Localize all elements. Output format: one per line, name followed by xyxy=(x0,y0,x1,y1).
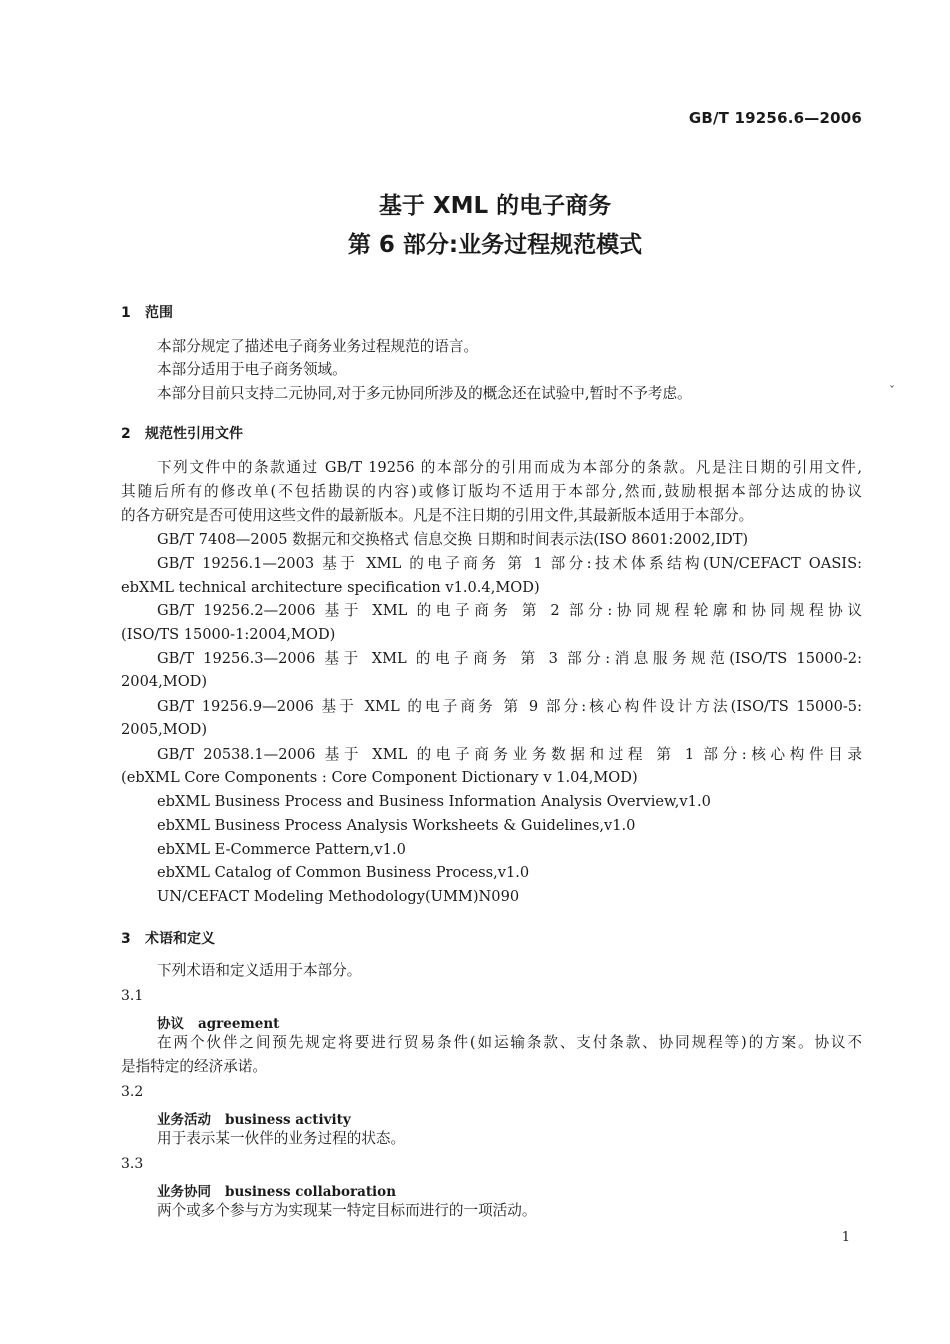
term-zh: 业务协同 xyxy=(157,1184,211,1200)
reference-item-continued: 2005,MOD) xyxy=(121,721,208,738)
margin-mark: ˇ xyxy=(889,384,895,398)
reference-item: GB/T 19256.9—2006 基于 XML 的电子商务 第 9 部分:核心构件设计方法(ISO/TS 15000-5: xyxy=(157,698,862,715)
reference-item: ebXML E-Commerce Pattern,v1.0 xyxy=(157,841,406,858)
term-number: 3.3 xyxy=(121,1156,144,1172)
reference-item: GB/T 20538.1—2006 基于 XML 的电子商务业务数据和过程 第 1 部分:核心构件目录 xyxy=(157,746,862,763)
reference-item: GB/T 7408—2005 数据元和交换格式 信息交换 日期和时间表示法(ISO 8601:2002,IDT) xyxy=(157,531,749,548)
reference-item: ebXML Business Process Analysis Worksheets & Guidelines,v1.0 xyxy=(157,817,636,834)
document-title: 基于 XML 的电子商务 xyxy=(378,193,612,219)
section-title: 术语和定义 xyxy=(145,931,215,947)
term-number: 3.1 xyxy=(121,988,144,1004)
section-title: 规范性引用文件 xyxy=(145,426,243,442)
paragraph: 本部分目前只支持二元协同,对于多元协同所涉及的概念还在试验中,暂时不予考虑。 xyxy=(157,385,692,402)
section-number: 1 xyxy=(121,305,131,321)
term-definition: 在两个伙伴之间预先规定将要进行贸易条件(如运输条款、支付条款、协同规程等)的方案。协议不 xyxy=(157,1034,862,1051)
term-entry xyxy=(157,1108,351,1128)
standard-code: GB/T 19256.6—2006 xyxy=(688,109,862,127)
document-subtitle: 第 6 部分:业务过程规范模式 xyxy=(347,232,643,258)
paragraph: 下列术语和定义适用于本部分。 xyxy=(157,962,362,979)
reference-item: UN/CEFACT Modeling Methodology(UMM)N090 xyxy=(157,888,520,905)
reference-item-continued: (ISO/TS 15000-1:2004,MOD) xyxy=(121,626,336,643)
term-en: agreement xyxy=(198,1016,280,1032)
term-en: business activity xyxy=(225,1112,351,1128)
paragraph: 本部分规定了描述电子商务业务过程规范的语言。 xyxy=(157,338,479,355)
paragraph-line: 下列文件中的条款通过 GB/T 19256 的本部分的引用而成为本部分的条款。凡是注日期的引用文件, xyxy=(157,459,862,476)
term-entry xyxy=(157,1012,279,1032)
reference-item-continued: 2004,MOD) xyxy=(121,673,208,690)
reference-item-continued: (ebXML Core Components : Core Component Dictionary v 1.04,MOD) xyxy=(121,769,638,786)
paragraph: 本部分适用于电子商务领域。 xyxy=(157,361,347,378)
paragraph-line: 其随后所有的修改单(不包括勘误的内容)或修订版均不适用于本部分,然而,鼓励根据本部分达成的协议 xyxy=(121,483,862,500)
section-heading-normative-references xyxy=(121,423,243,443)
reference-item: ebXML Business Process and Business Information Analysis Overview,v1.0 xyxy=(157,793,711,810)
term-definition: 用于表示某一伙伴的业务过程的状态。 xyxy=(157,1130,406,1147)
reference-item-continued: ebXML technical architecture specification v1.0.4,MOD) xyxy=(121,579,540,596)
section-number: 3 xyxy=(121,931,131,947)
reference-item: ebXML Catalog of Common Business Process,v1.0 xyxy=(157,864,530,881)
term-zh: 业务活动 xyxy=(157,1112,211,1128)
term-definition-continued: 是指特定的经济承诺。 xyxy=(121,1058,267,1075)
term-en: business collaboration xyxy=(225,1184,397,1200)
page-number: 1 xyxy=(841,1230,850,1245)
section-title: 范围 xyxy=(145,305,173,321)
section-heading-scope xyxy=(121,302,173,322)
reference-item: GB/T 19256.1—2003 基于 XML 的电子商务 第 1 部分:技术体系结构(UN/CEFACT OASIS: xyxy=(157,555,862,572)
term-zh: 协议 xyxy=(157,1016,184,1032)
reference-item: GB/T 19256.3—2006 基于 XML 的电子商务 第 3 部分:消息服务规范(ISO/TS 15000-2: xyxy=(157,650,862,667)
term-entry xyxy=(157,1180,396,1200)
section-number: 2 xyxy=(121,426,131,442)
paragraph-line: 的各方研究是否可使用这些文件的最新版本。凡是不注日期的引用文件,其最新版本适用于本部分。 xyxy=(121,507,754,524)
term-definition: 两个或多个参与方为实现某一特定目标而进行的一项活动。 xyxy=(157,1202,537,1219)
term-number: 3.2 xyxy=(121,1084,144,1100)
section-heading-terms xyxy=(121,928,215,948)
reference-item: GB/T 19256.2—2006 基于 XML 的电子商务 第 2 部分:协同规程轮廓和协同规程协议 xyxy=(157,602,862,619)
